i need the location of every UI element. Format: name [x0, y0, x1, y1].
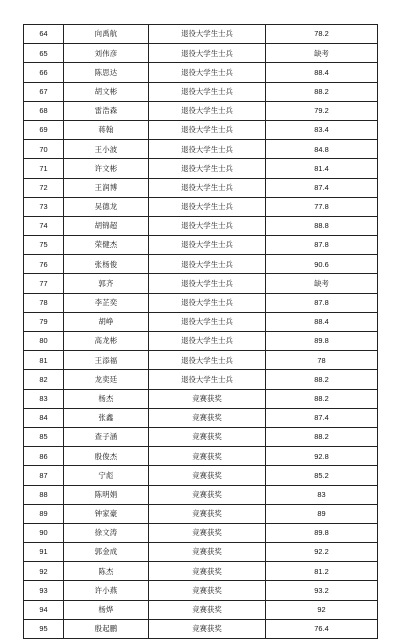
cell-score: 81.4 [266, 159, 378, 178]
cell-category: 退役大学生士兵 [149, 101, 266, 120]
cell-number: 65 [24, 44, 64, 63]
cell-name: 张杨俊 [64, 255, 149, 274]
cell-number: 64 [24, 25, 64, 44]
cell-score: 92 [266, 600, 378, 619]
cell-number: 93 [24, 581, 64, 600]
table-row [24, 82, 378, 101]
cell-number: 88 [24, 485, 64, 504]
table-row [24, 485, 378, 504]
cell-name: 龙奕廷 [64, 370, 149, 389]
cell-category: 退役大学生士兵 [149, 63, 266, 82]
table-row [24, 159, 378, 178]
cell-category: 退役大学生士兵 [149, 178, 266, 197]
cell-score: 77.8 [266, 197, 378, 216]
cell-number: 81 [24, 351, 64, 370]
cell-name: 王润博 [64, 178, 149, 197]
table-row [24, 523, 378, 542]
cell-name: 陈杰 [64, 562, 149, 581]
cell-category: 退役大学生士兵 [149, 25, 266, 44]
table-row [24, 543, 378, 562]
cell-name: 胡锦超 [64, 216, 149, 235]
cell-score: 87.4 [266, 408, 378, 427]
cell-number: 82 [24, 370, 64, 389]
cell-score: 84.8 [266, 140, 378, 159]
cell-category: 退役大学生士兵 [149, 351, 266, 370]
cell-name: 胡峥 [64, 312, 149, 331]
table-row [24, 504, 378, 523]
cell-name: 查子涵 [64, 427, 149, 446]
cell-number: 95 [24, 619, 64, 638]
cell-category: 退役大学生士兵 [149, 293, 266, 312]
cell-category: 退役大学生士兵 [149, 216, 266, 235]
cell-score: 缺考 [266, 44, 378, 63]
score-table [23, 24, 378, 639]
cell-category: 退役大学生士兵 [149, 197, 266, 216]
cell-name: 张鑫 [64, 408, 149, 427]
cell-name: 郭金成 [64, 543, 149, 562]
cell-category: 竞赛获奖 [149, 389, 266, 408]
cell-name: 荣健杰 [64, 236, 149, 255]
table-row [24, 101, 378, 120]
cell-category: 竞赛获奖 [149, 427, 266, 446]
cell-name: 殷俊杰 [64, 447, 149, 466]
cell-number: 79 [24, 312, 64, 331]
cell-number: 75 [24, 236, 64, 255]
cell-score: 88.2 [266, 370, 378, 389]
cell-name: 李芷奕 [64, 293, 149, 312]
cell-name: 许小燕 [64, 581, 149, 600]
table-row [24, 197, 378, 216]
cell-number: 67 [24, 82, 64, 101]
cell-category: 竞赛获奖 [149, 523, 266, 542]
cell-score: 87.4 [266, 178, 378, 197]
table-row [24, 332, 378, 351]
table-row [24, 140, 378, 159]
table-row [24, 255, 378, 274]
cell-name: 向禹航 [64, 25, 149, 44]
cell-number: 90 [24, 523, 64, 542]
cell-number: 80 [24, 332, 64, 351]
table-row [24, 44, 378, 63]
cell-category: 退役大学生士兵 [149, 120, 266, 139]
cell-number: 87 [24, 466, 64, 485]
cell-category: 退役大学生士兵 [149, 332, 266, 351]
cell-name: 陈明娟 [64, 485, 149, 504]
cell-score: 缺考 [266, 274, 378, 293]
cell-name: 杨烨 [64, 600, 149, 619]
cell-name: 胡文彬 [64, 82, 149, 101]
cell-category: 竞赛获奖 [149, 485, 266, 504]
cell-score: 83.4 [266, 120, 378, 139]
cell-name: 许文彬 [64, 159, 149, 178]
table-row [24, 63, 378, 82]
table-row [24, 370, 378, 389]
cell-score: 76.4 [266, 619, 378, 638]
table-row [24, 389, 378, 408]
cell-number: 66 [24, 63, 64, 82]
table-row [24, 25, 378, 44]
cell-category: 退役大学生士兵 [149, 140, 266, 159]
cell-category: 退役大学生士兵 [149, 312, 266, 331]
cell-name: 钟家豪 [64, 504, 149, 523]
cell-number: 78 [24, 293, 64, 312]
table-row [24, 562, 378, 581]
cell-category: 竞赛获奖 [149, 466, 266, 485]
table-row [24, 619, 378, 638]
cell-number: 73 [24, 197, 64, 216]
table-row [24, 120, 378, 139]
cell-category: 竞赛获奖 [149, 562, 266, 581]
cell-score: 88.2 [266, 427, 378, 446]
cell-number: 85 [24, 427, 64, 446]
cell-name: 宁彪 [64, 466, 149, 485]
table-row [24, 427, 378, 446]
table-row [24, 312, 378, 331]
cell-category: 退役大学生士兵 [149, 236, 266, 255]
cell-category: 退役大学生士兵 [149, 82, 266, 101]
cell-category: 退役大学生士兵 [149, 274, 266, 293]
cell-category: 竞赛获奖 [149, 504, 266, 523]
cell-category: 退役大学生士兵 [149, 159, 266, 178]
cell-score: 81.2 [266, 562, 378, 581]
cell-number: 77 [24, 274, 64, 293]
cell-number: 86 [24, 447, 64, 466]
table-row [24, 447, 378, 466]
cell-name: 王小波 [64, 140, 149, 159]
cell-score: 88.4 [266, 63, 378, 82]
cell-score: 85.2 [266, 466, 378, 485]
cell-number: 76 [24, 255, 64, 274]
cell-number: 83 [24, 389, 64, 408]
table-row [24, 236, 378, 255]
cell-score: 89.8 [266, 523, 378, 542]
cell-name: 王添福 [64, 351, 149, 370]
cell-score: 88.2 [266, 82, 378, 101]
cell-score: 88.8 [266, 216, 378, 235]
cell-number: 94 [24, 600, 64, 619]
cell-number: 72 [24, 178, 64, 197]
table-row [24, 600, 378, 619]
cell-name: 郭齐 [64, 274, 149, 293]
cell-score: 78 [266, 351, 378, 370]
cell-number: 74 [24, 216, 64, 235]
cell-name: 吴德龙 [64, 197, 149, 216]
cell-score: 90.6 [266, 255, 378, 274]
table-row [24, 351, 378, 370]
cell-name: 刘伟彦 [64, 44, 149, 63]
table-row [24, 274, 378, 293]
cell-category: 退役大学生士兵 [149, 370, 266, 389]
results-sheet [23, 24, 377, 634]
cell-category: 退役大学生士兵 [149, 44, 266, 63]
cell-score: 93.2 [266, 581, 378, 600]
cell-score: 89.8 [266, 332, 378, 351]
table-row [24, 178, 378, 197]
cell-score: 87.8 [266, 293, 378, 312]
cell-number: 68 [24, 101, 64, 120]
cell-category: 竞赛获奖 [149, 581, 266, 600]
cell-category: 竞赛获奖 [149, 447, 266, 466]
cell-category: 退役大学生士兵 [149, 255, 266, 274]
cell-name: 陈思达 [64, 63, 149, 82]
cell-score: 79.2 [266, 101, 378, 120]
cell-category: 竞赛获奖 [149, 543, 266, 562]
cell-score: 87.8 [266, 236, 378, 255]
table-row [24, 293, 378, 312]
cell-category: 竞赛获奖 [149, 619, 266, 638]
cell-score: 78.2 [266, 25, 378, 44]
cell-score: 88.4 [266, 312, 378, 331]
cell-score: 89 [266, 504, 378, 523]
table-row [24, 216, 378, 235]
cell-name: 杨杰 [64, 389, 149, 408]
cell-number: 92 [24, 562, 64, 581]
cell-name: 徐文涛 [64, 523, 149, 542]
cell-score: 88.2 [266, 389, 378, 408]
cell-name: 高龙彬 [64, 332, 149, 351]
cell-category: 竞赛获奖 [149, 600, 266, 619]
table-row [24, 408, 378, 427]
score-table-body [24, 25, 378, 639]
cell-number: 71 [24, 159, 64, 178]
cell-name: 蒋翰 [64, 120, 149, 139]
table-row [24, 466, 378, 485]
cell-number: 69 [24, 120, 64, 139]
cell-number: 84 [24, 408, 64, 427]
cell-name: 殷起鹏 [64, 619, 149, 638]
cell-score: 92.8 [266, 447, 378, 466]
cell-score: 83 [266, 485, 378, 504]
cell-name: 雷浩森 [64, 101, 149, 120]
table-row [24, 581, 378, 600]
cell-score: 92.2 [266, 543, 378, 562]
cell-number: 89 [24, 504, 64, 523]
cell-category: 竞赛获奖 [149, 408, 266, 427]
cell-number: 70 [24, 140, 64, 159]
cell-number: 91 [24, 543, 64, 562]
